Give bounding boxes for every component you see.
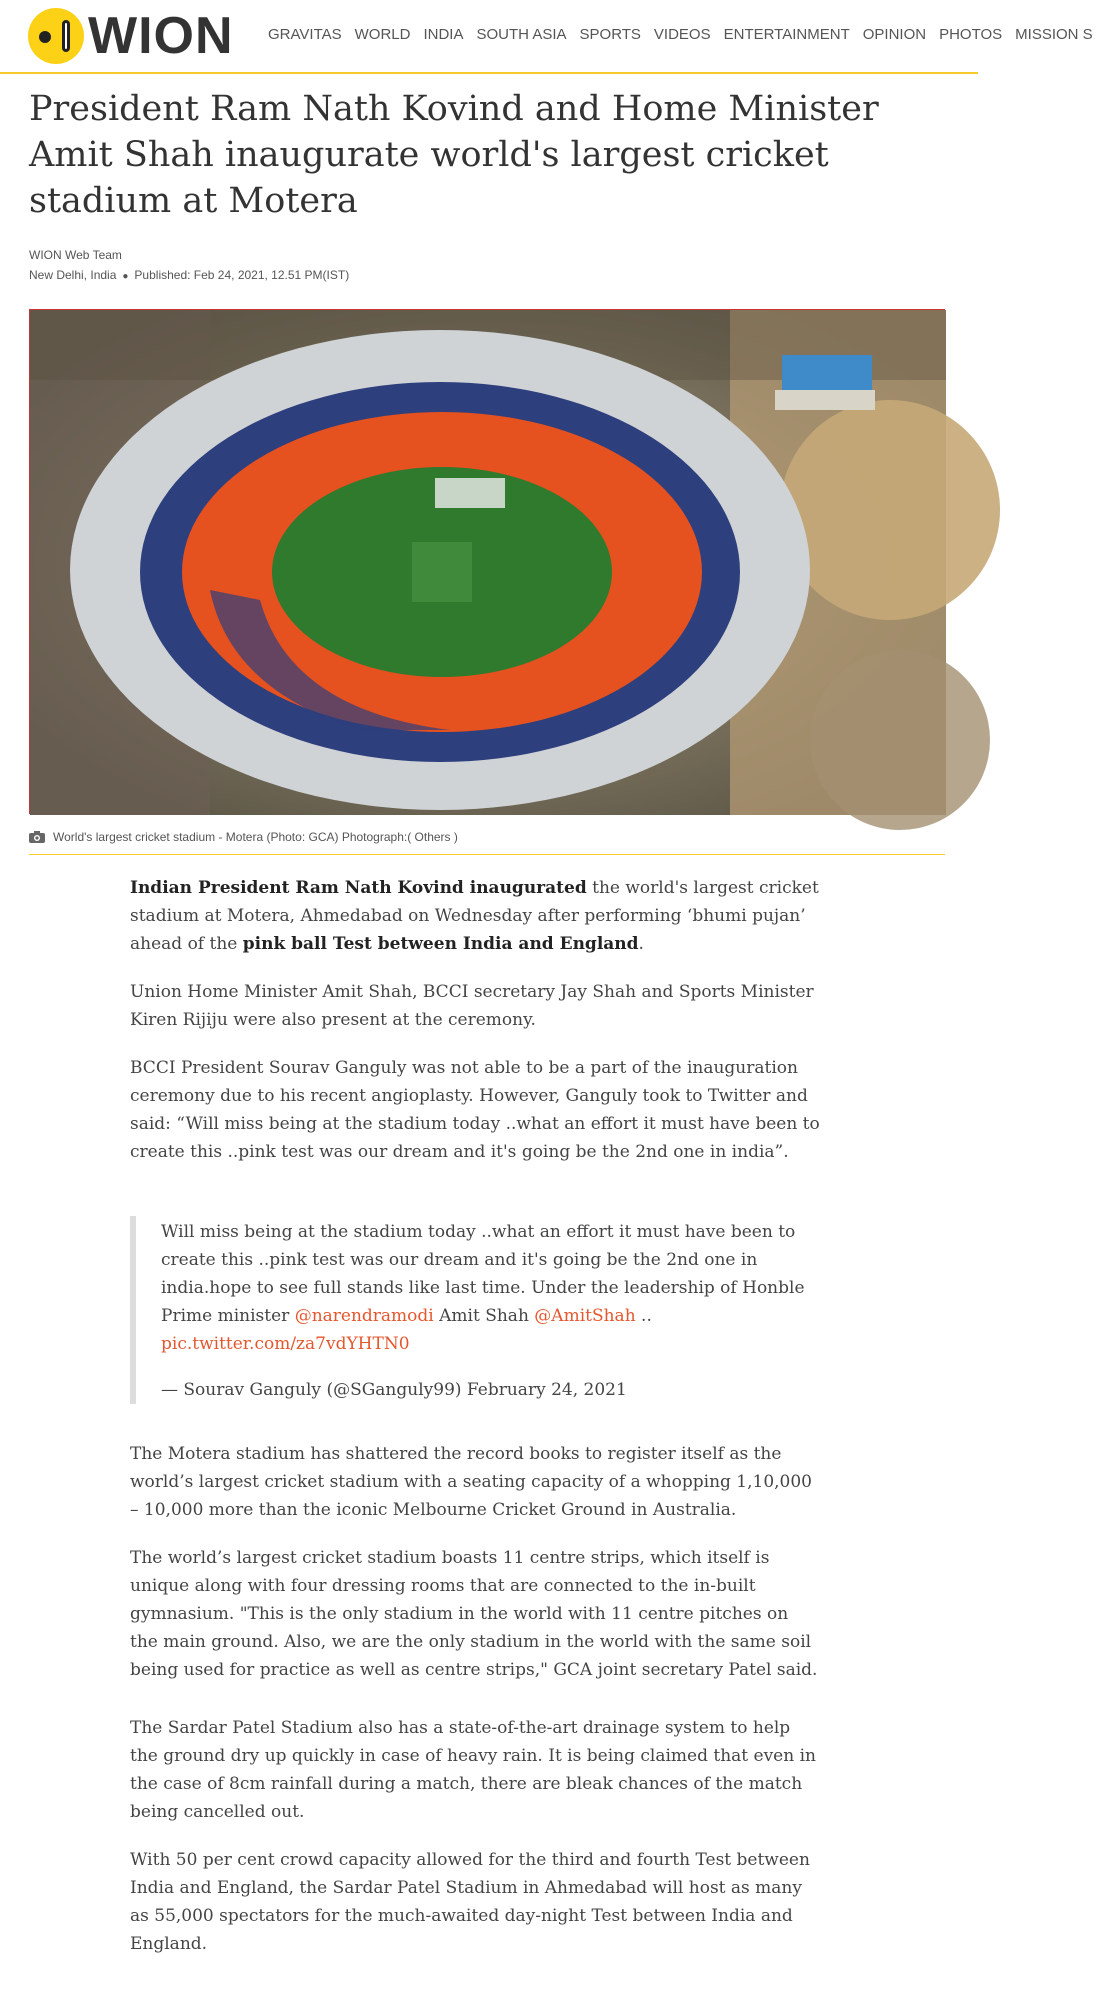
embedded-tweet <box>130 1216 820 1404</box>
stadium-aerial-photo <box>30 310 946 815</box>
image-caption <box>29 830 458 844</box>
nav-item-world[interactable]: WORLD <box>354 26 411 43</box>
separator-dot: ● <box>122 271 129 282</box>
nav-item-sports[interactable]: SPORTS <box>579 26 641 43</box>
paragraph-4: The Motera stadium has shattered the record books to register itself as the world’s largest cricket stadium with a seating capacity of a whopping 1,10,000 – 10,000 more than the iconic Melbourne Cricket Ground in Australia. <box>130 1444 813 1520</box>
mention-narendramodi[interactable]: @narendramodi <box>294 1306 434 1326</box>
nav-item-gravitas[interactable]: GRAVITAS <box>268 26 342 43</box>
tweet-text <box>161 1218 820 1358</box>
nav-item-entertainment[interactable]: ENTERTAINMENT <box>723 26 850 43</box>
camera-icon <box>29 831 45 843</box>
mention-amitshah[interactable]: @AmitShah <box>534 1306 636 1326</box>
logo-text: WION <box>88 7 234 65</box>
p1-end: . <box>638 934 644 954</box>
nav-item-opinion[interactable]: OPINION <box>862 26 927 43</box>
nav-item-photos[interactable]: PHOTOS <box>939 26 1003 43</box>
paragraph-1 <box>130 874 820 958</box>
logo-mark-icon <box>28 8 84 64</box>
paragraph-6: The Sardar Patel Stadium also has a state-of-the-art drainage system to help the ground dry up quickly in case of heavy rain. It is being claimed that even in the case of 8cm rainfall during a match, there are bleak chances of the match being cancelled out. <box>130 1718 816 1822</box>
article-body <box>130 874 820 1978</box>
byline <box>29 245 349 287</box>
tweet-text-2: Amit Shah <box>433 1306 535 1326</box>
dateline-location: New Delhi, India <box>29 268 117 282</box>
paragraph-3: BCCI President Sourav Ganguly was not able to be a part of the inauguration ceremony due to his recent angioplasty. However, Ganguly took to Twitter and said: “Will miss being at the stadium today ..what an effort it must have been to create this ..pink test was our dream and it's going be the 2nd one in india”. <box>130 1058 820 1162</box>
article-headline: President Ram Nath Kovind and Home Minister Amit Shah inaugurate world's largest cricket stadium at Motera <box>29 89 879 221</box>
nav-item-india[interactable]: INDIA <box>423 26 464 43</box>
paragraph-2: Union Home Minister Amit Shah, BCCI secretary Jay Shah and Sports Minister Kiren Rijiju were also present at the ceremony. <box>130 982 814 1030</box>
p1-text: the world's largest cricket stadium at Motera, Ahmedabad on Wednesday after performing ‘bhumi pujan’ ahead of the <box>130 878 819 954</box>
tweet-attribution[interactable]: — Sourav Ganguly (@SGanguly99) February 24, 2021 <box>161 1380 627 1400</box>
hero-image <box>29 309 945 814</box>
nav-item-south-asia[interactable]: SOUTH ASIA <box>476 26 567 43</box>
tweet-text-3: .. <box>635 1306 652 1326</box>
paragraph-7: With 50 per cent crowd capacity allowed for the third and fourth Test between India and England, the Sardar Patel Stadium in Ahmedabad will host as many as 55,000 spectators for the much-awaited day-night Test between India and England. <box>130 1850 810 1954</box>
author-name[interactable]: WION Web Team <box>29 248 122 262</box>
main-nav <box>268 24 1106 46</box>
p1-bold-2: pink ball Test between India and England <box>242 934 639 954</box>
nav-item-mission[interactable]: MISSION S <box>1015 26 1093 43</box>
caption-divider <box>29 854 945 855</box>
wion-logo[interactable] <box>28 8 243 64</box>
tweet-pic-link[interactable]: pic.twitter.com/za7vdYHTN0 <box>161 1334 410 1354</box>
publish-date: Published: Feb 24, 2021, 12.51 PM(IST) <box>134 268 350 282</box>
caption-text: World's largest cricket stadium - Motera (Photo: GCA) Photograph:( Others ) <box>53 830 458 844</box>
paragraph-5: The world’s largest cricket stadium boasts 11 centre strips, which itself is unique along with four dressing rooms that are connected to the in-built gymnasium. "This is the only stadium in the world with 11 centre pitches on the main ground. Also, we are the only stadium in the world with the same soil being used for practice as well as centre strips," GCA joint secretary Patel said. <box>130 1548 818 1680</box>
nav-item-videos[interactable]: VIDEOS <box>653 26 711 43</box>
p1-bold-lead: Indian President Ram Nath Kovind inaugurated <box>130 878 587 898</box>
tweet-text-1: Will miss being at the stadium today ..what an effort it must have been to create this ..pink test was our dream and it's going be the 2nd one in india.hope to see full stands like last time. Under the leadership of Honble Prime minister <box>161 1222 805 1326</box>
site-header <box>0 0 1093 74</box>
